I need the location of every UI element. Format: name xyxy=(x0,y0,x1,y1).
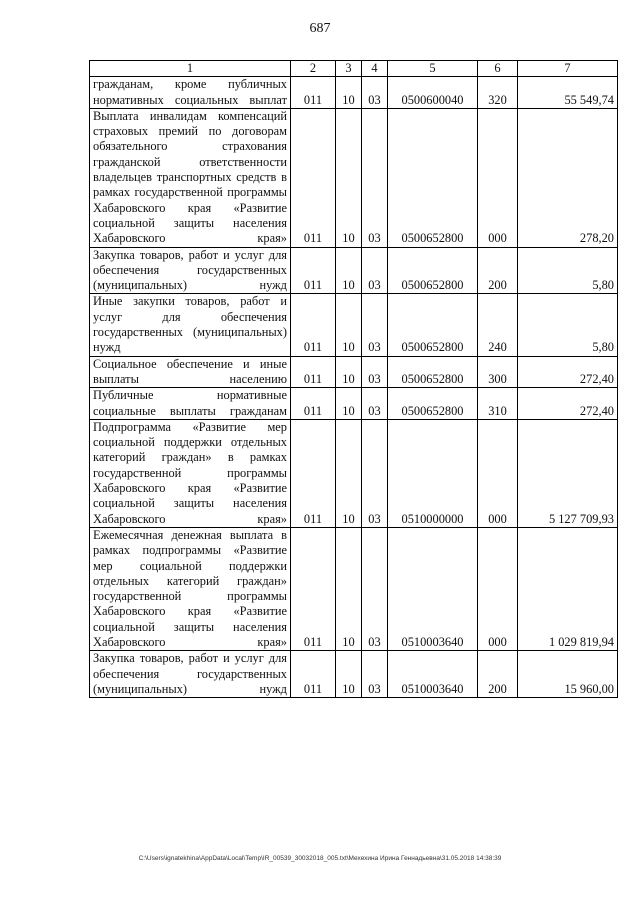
row-col-6: 200 xyxy=(478,651,518,698)
file-path-footer: C:\Users\ignatekhina\AppData\Local\Temp\IR_00539_30032018_005.txt\Мехехина Ирина Геннадьевна\31.05.2018 14:38:39 xyxy=(138,855,502,862)
row-col-3: 10 xyxy=(336,108,362,247)
row-name: Ежемесячная денежная выплата в рамках подпрограммы «Развитие мер социальной поддержки отдельных категорий граждан» государственной программы Хабаровского края «Развитие социальной защиты населения Хабаровского края» xyxy=(90,527,291,650)
row-col-5: 0510000000 xyxy=(388,419,478,527)
row-col-2: 011 xyxy=(291,651,336,698)
row-col-2: 011 xyxy=(291,247,336,294)
row-name: Закупка товаров, работ и услуг для обеспечения государственных (муниципальных) нужд xyxy=(90,651,291,698)
header-col-5: 5 xyxy=(388,61,478,77)
row-col-6: 320 xyxy=(478,77,518,109)
row-col-4: 03 xyxy=(362,247,388,294)
row-col-3: 10 xyxy=(336,419,362,527)
row-col-4: 03 xyxy=(362,651,388,698)
header-col-3: 3 xyxy=(336,61,362,77)
row-col-3: 10 xyxy=(336,527,362,650)
row-amount: 5 127 709,93 xyxy=(518,419,618,527)
header-col-1: 1 xyxy=(90,61,291,77)
header-col-6: 6 xyxy=(478,61,518,77)
header-col-7: 7 xyxy=(518,61,618,77)
row-col-5: 0500652800 xyxy=(388,388,478,420)
table-row xyxy=(90,527,618,650)
row-col-5: 0510003640 xyxy=(388,651,478,698)
row-col-2: 011 xyxy=(291,527,336,650)
row-col-6: 240 xyxy=(478,294,518,356)
row-col-5: 0500652800 xyxy=(388,294,478,356)
row-name: гражданам, кроме публичных нормативных социальных выплат xyxy=(90,77,291,109)
row-col-2: 011 xyxy=(291,77,336,109)
row-col-3: 10 xyxy=(336,294,362,356)
row-col-4: 03 xyxy=(362,294,388,356)
row-col-2: 011 xyxy=(291,419,336,527)
table-row xyxy=(90,294,618,356)
row-amount: 272,40 xyxy=(518,388,618,420)
row-col-2: 011 xyxy=(291,356,336,388)
row-col-5: 0500652800 xyxy=(388,247,478,294)
row-col-5: 0500652800 xyxy=(388,356,478,388)
row-col-2: 011 xyxy=(291,388,336,420)
header-col-4: 4 xyxy=(362,61,388,77)
row-col-2: 011 xyxy=(291,294,336,356)
row-amount: 5,80 xyxy=(518,247,618,294)
row-col-3: 10 xyxy=(336,77,362,109)
row-name: Закупка товаров, работ и услуг для обеспечения государственных (муниципальных) нужд xyxy=(90,247,291,294)
row-amount: 278,20 xyxy=(518,108,618,247)
row-amount: 55 549,74 xyxy=(518,77,618,109)
row-col-6: 300 xyxy=(478,356,518,388)
budget-table xyxy=(89,60,618,698)
row-col-3: 10 xyxy=(336,388,362,420)
table-row xyxy=(90,108,618,247)
row-col-6: 000 xyxy=(478,419,518,527)
header-col-2: 2 xyxy=(291,61,336,77)
row-name: Иные закупки товаров, работ и услуг для обеспечения государственных (муниципальных) нужд xyxy=(90,294,291,356)
row-name: Подпрограмма «Развитие мер социальной поддержки отдельных категорий граждан» в рамках государственной программы Хабаровского края «Развитие социальной защиты населения Хабаровского края» xyxy=(90,419,291,527)
row-col-5: 0500600040 xyxy=(388,77,478,109)
row-col-3: 10 xyxy=(336,247,362,294)
row-col-4: 03 xyxy=(362,356,388,388)
row-col-6: 310 xyxy=(478,388,518,420)
row-col-6: 000 xyxy=(478,108,518,247)
table-row xyxy=(90,356,618,388)
row-amount: 5,80 xyxy=(518,294,618,356)
row-col-3: 10 xyxy=(336,651,362,698)
table-row xyxy=(90,419,618,527)
row-amount: 272,40 xyxy=(518,356,618,388)
row-name: Выплата инвалидам компенсаций страховых премий по договорам обязательного страхования гражданской ответственности владельцев транспортных средств в рамках государственной программы Хабаровского края «Развитие социальной защиты населения Хабаровского края» xyxy=(90,108,291,247)
row-col-3: 10 xyxy=(336,356,362,388)
row-col-4: 03 xyxy=(362,388,388,420)
page-number: 687 xyxy=(309,21,331,36)
table-row xyxy=(90,651,618,698)
row-amount: 15 960,00 xyxy=(518,651,618,698)
table-row xyxy=(90,388,618,420)
table-header-row xyxy=(90,61,618,77)
row-name: Социальное обеспечение и иные выплаты населению xyxy=(90,356,291,388)
row-col-6: 200 xyxy=(478,247,518,294)
table-row xyxy=(90,77,618,109)
row-name: Публичные нормативные социальные выплаты гражданам xyxy=(90,388,291,420)
row-col-6: 000 xyxy=(478,527,518,650)
row-col-4: 03 xyxy=(362,527,388,650)
row-col-2: 011 xyxy=(291,108,336,247)
row-col-5: 0500652800 xyxy=(388,108,478,247)
row-amount: 1 029 819,94 xyxy=(518,527,618,650)
table-row xyxy=(90,247,618,294)
row-col-4: 03 xyxy=(362,419,388,527)
row-col-4: 03 xyxy=(362,108,388,247)
row-col-4: 03 xyxy=(362,77,388,109)
row-col-5: 0510003640 xyxy=(388,527,478,650)
